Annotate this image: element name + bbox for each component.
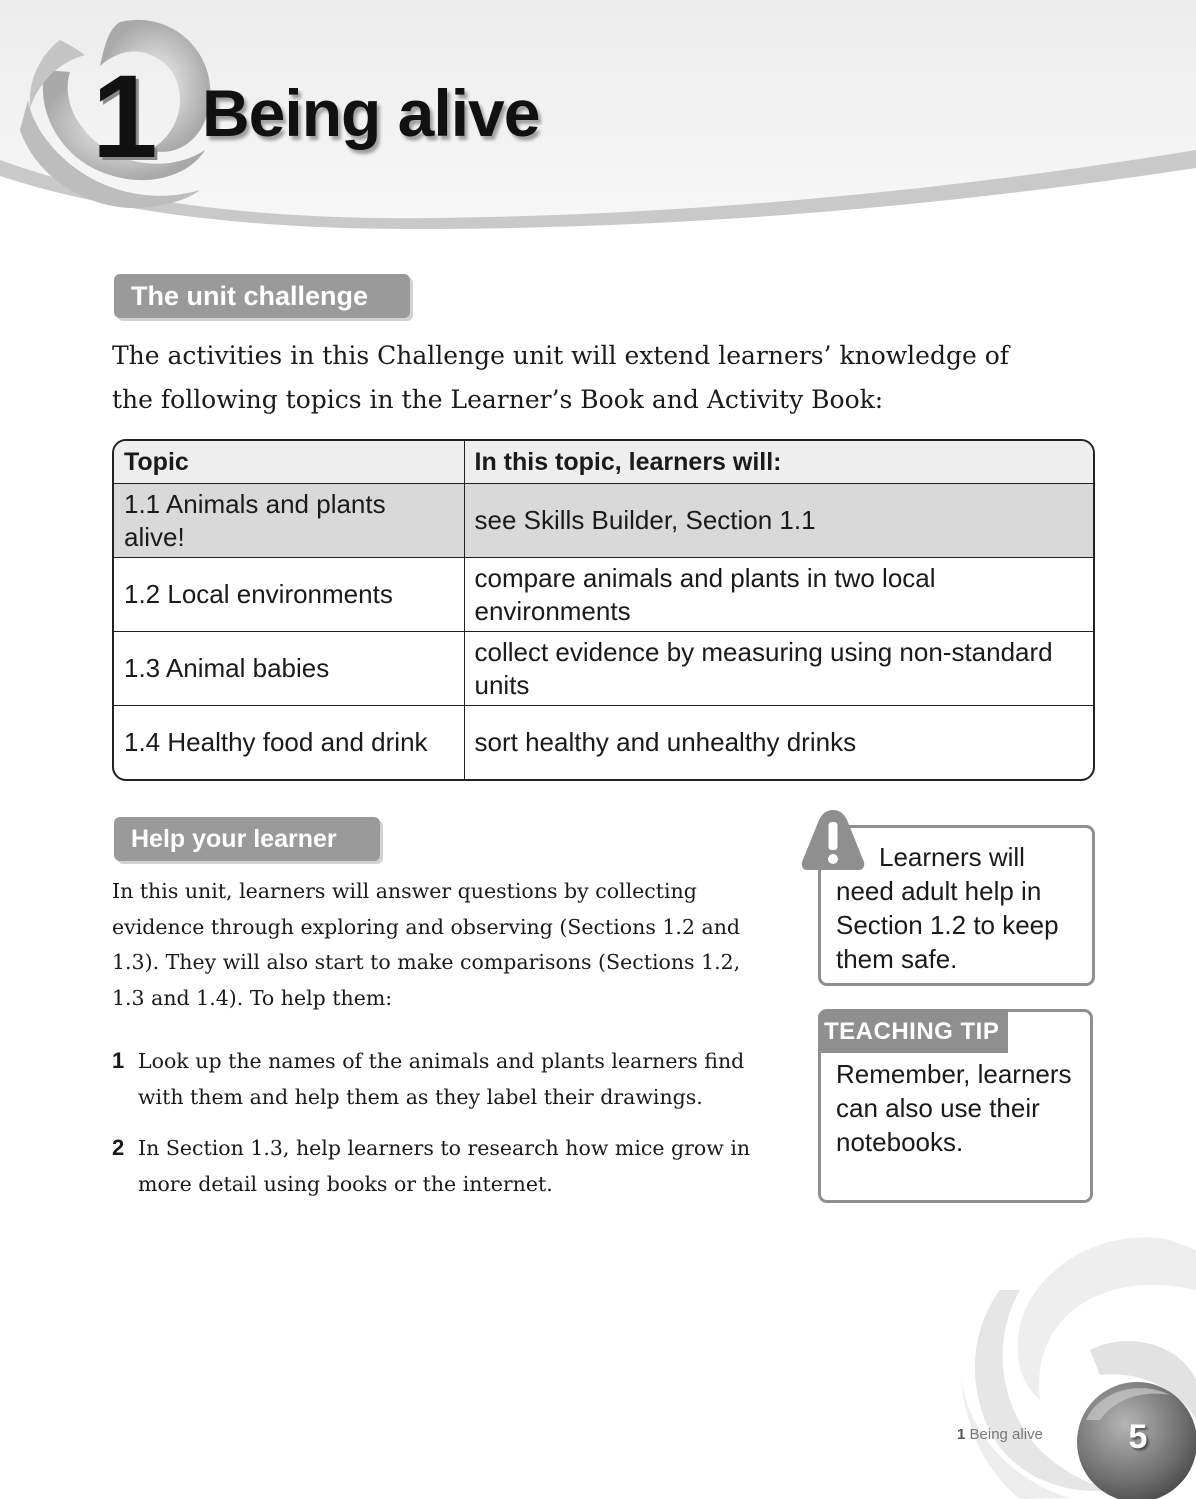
list-item-number: 2 — [112, 1135, 125, 1160]
unit-number: 1 — [92, 51, 158, 183]
unit-challenge-intro: The activities in this Challenge unit will extend learners’ knowledge of the following topics in the Learner’s Book and Activity Book: — [112, 341, 1009, 414]
topic-table — [112, 439, 1095, 781]
list-item — [112, 1130, 772, 1202]
activity-cell: sort healthy and unhealthy drinks — [464, 706, 1093, 780]
activity-cell: collect evidence by measuring using non-standard units — [464, 632, 1093, 706]
list-item-number: 1 — [112, 1048, 125, 1073]
activity-cell: compare animals and plants in two local environments — [464, 558, 1093, 632]
column-header-learners-will: In this topic, learners will: — [464, 441, 1093, 484]
swirl-decoration-icon — [940, 1230, 1196, 1499]
footer-unit-title: Being alive — [969, 1426, 1043, 1443]
help-paragraph: In this unit, learners will answer questions by collecting evidence through exploring and observing (Sections 1.2 and 1.3). They will also start to make comparisons (Sections 1.2, 1.3 and 1.4). To help them: — [112, 879, 741, 1010]
table-header-row — [114, 441, 1093, 484]
list-item-text: In Section 1.3, help learners to research how mice grow in more detail using books or the internet. — [138, 1136, 751, 1196]
page-title: Being alive — [202, 76, 540, 150]
list-item — [112, 1043, 772, 1115]
teaching-tip-text: Remember, learners can also use their notebooks. — [836, 1059, 1072, 1157]
table-row — [114, 558, 1093, 632]
footer-unit-number: 1 — [957, 1426, 966, 1443]
safety-note-text: Learners will need adult help in Section 1.2 to keep them safe. — [836, 842, 1059, 974]
help-list — [112, 1043, 772, 1217]
column-header-topic: Topic — [114, 441, 464, 484]
help-your-learner-heading: Help your learner — [114, 817, 380, 861]
list-item-text: Look up the names of the animals and plants learners find with them and help them as they label their drawings. — [138, 1049, 745, 1109]
topic-cell: 1.4 Healthy food and drink — [114, 706, 464, 780]
table-row — [114, 706, 1093, 780]
table-row — [114, 632, 1093, 706]
topic-cell: 1.1 Animals and plants alive! — [114, 484, 464, 558]
unit-challenge-heading: The unit challenge — [114, 274, 410, 318]
footer-unit-label — [957, 1426, 1043, 1443]
page-number: 5 — [1128, 1418, 1148, 1456]
topic-cell: 1.3 Animal babies — [114, 632, 464, 706]
table-row — [114, 484, 1093, 558]
activity-cell: see Skills Builder, Section 1.1 — [464, 484, 1093, 558]
header-banner — [0, 0, 1196, 230]
teaching-tip-label: TEACHING TIP — [818, 1011, 1008, 1053]
topic-cell: 1.2 Local environments — [114, 558, 464, 632]
